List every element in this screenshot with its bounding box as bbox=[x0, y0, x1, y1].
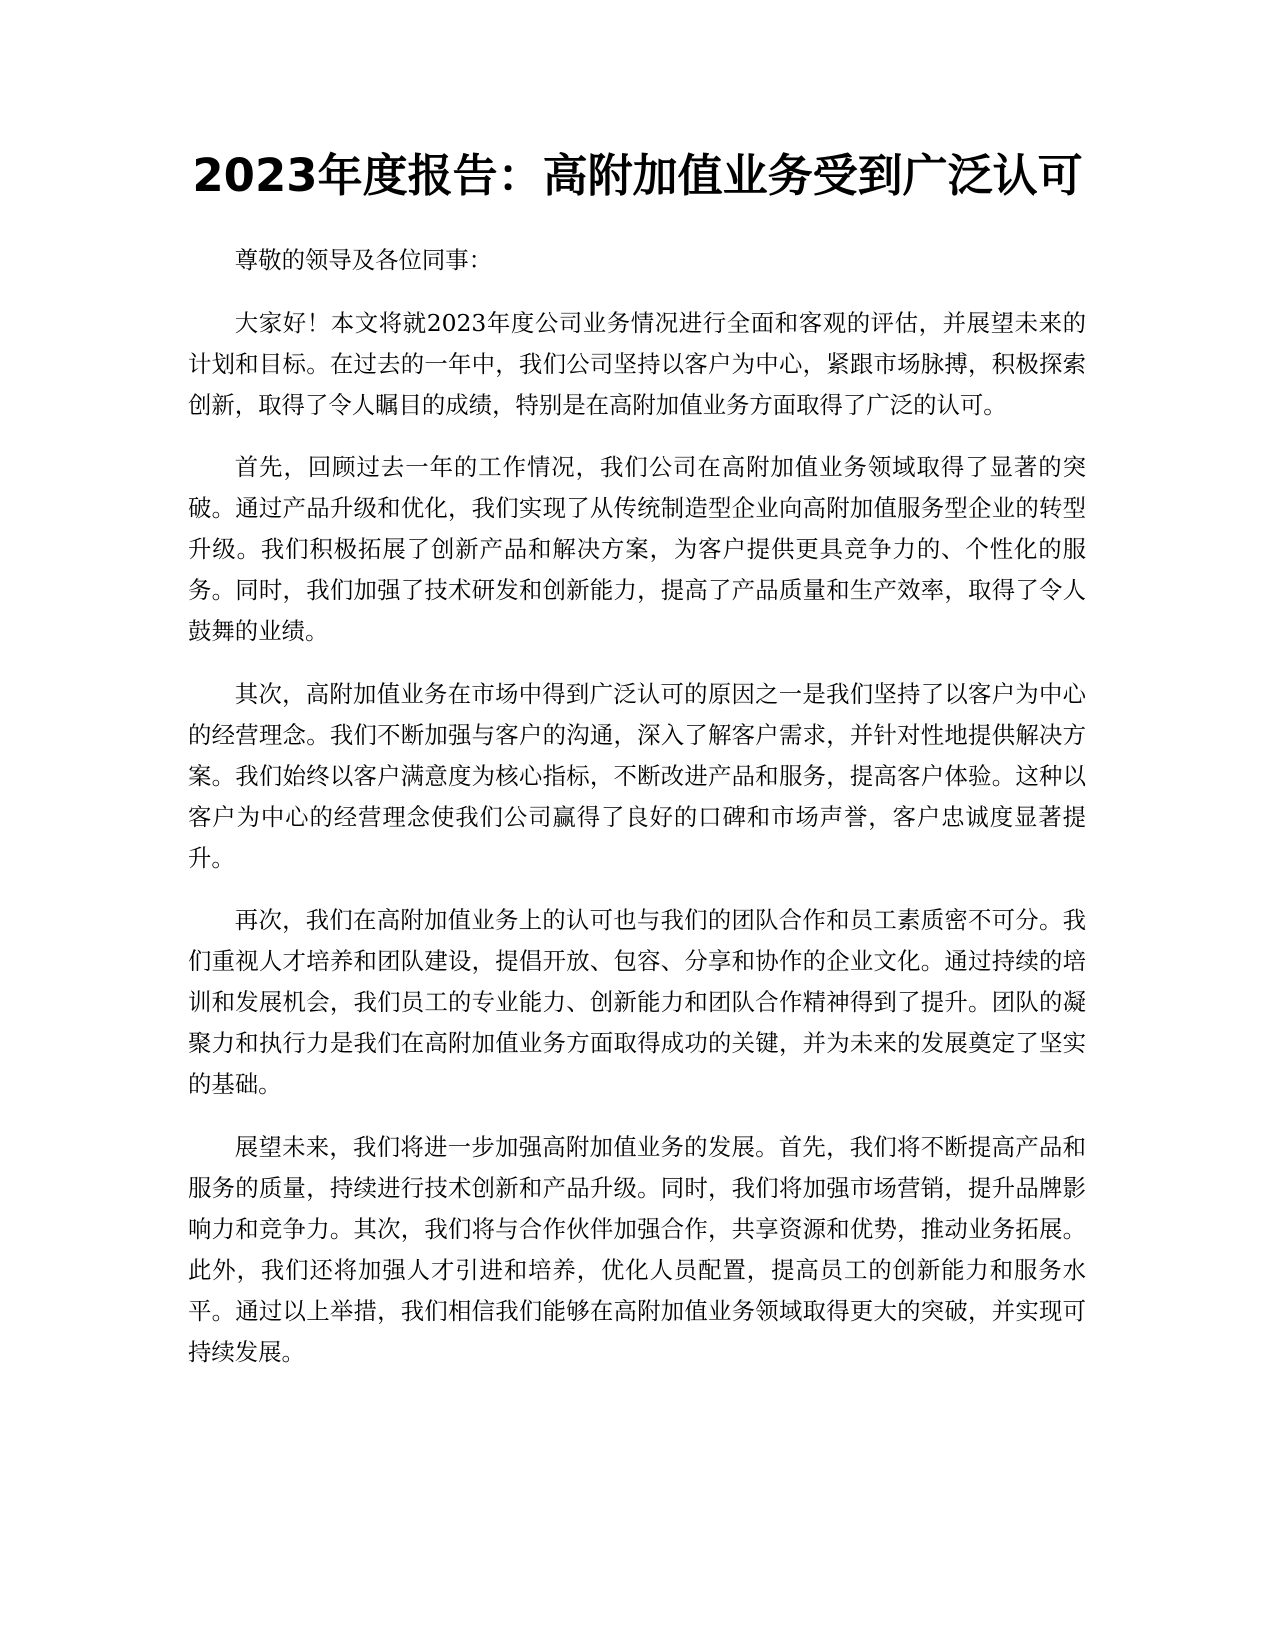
document-title: 2023年度报告：高附加值业务受到广泛认可 bbox=[192, 149, 1083, 202]
document-body bbox=[188, 240, 1086, 1394]
paragraph-customer: 其次，高附加值业务在市场中得到广泛认可的原因之一是我们坚持了以客户为中心的经营理念。我们不断加强与客户的沟通，深入了解客户需求，并针对性地提供解决方案。我们始终以客户满意度为核心指标，不断改进产品和服务，提高客户体验。这种以客户为中心的经营理念使我们公司赢得了良好的口碑和市场声誉，客户忠诚度显著提升。 bbox=[188, 679, 1086, 872]
greeting-paragraph: 尊敬的领导及各位同事： bbox=[234, 246, 493, 274]
paragraph-outlook: 展望未来，我们将进一步加强高附加值业务的发展。首先，我们将不断提高产品和服务的质量，持续进行技术创新和产品升级。同时，我们将加强市场营销，提升品牌影响力和竞争力。其次，我们将与合作伙伴加强合作，共享资源和优势，推动业务拓展。此外，我们还将加强人才引进和培养，优化人员配置，提高员工的创新能力和服务水平。通过以上举措，我们相信我们能够在高附加值业务领域取得更大的突破，并实现可持续发展。 bbox=[188, 1132, 1086, 1366]
paragraph-team: 再次，我们在高附加值业务上的认可也与我们的团队合作和员工素质密不可分。我们重视人才培养和团队建设，提倡开放、包容、分享和协作的企业文化。通过持续的培训和发展机会，我们员工的专业能力、创新能力和团队合作精神得到了提升。团队的凝聚力和执行力是我们在高附加值业务方面取得成功的关键，并为未来的发展奠定了坚实的基础。 bbox=[188, 906, 1086, 1098]
paragraph-intro: 大家好！本文将就2023年度公司业务情况进行全面和客观的评估，并展望未来的计划和目标。在过去的一年中，我们公司坚持以客户为中心，紧跟市场脉搏，积极探索创新，取得了令人瞩目的成绩，特别是在高附加值业务方面取得了广泛的认可。 bbox=[188, 308, 1086, 419]
paragraph-review: 首先，回顾过去一年的工作情况，我们公司在高附加值业务领域取得了显著的突破。通过产品升级和优化，我们实现了从传统制造型企业向高附加值服务型企业的转型升级。我们积极拓展了创新产品和解决方案，为客户提供更具竞争力的、个性化的服务。同时，我们加强了技术研发和创新能力，提高了产品质量和生产效率，取得了令人鼓舞的业绩。 bbox=[188, 453, 1086, 645]
